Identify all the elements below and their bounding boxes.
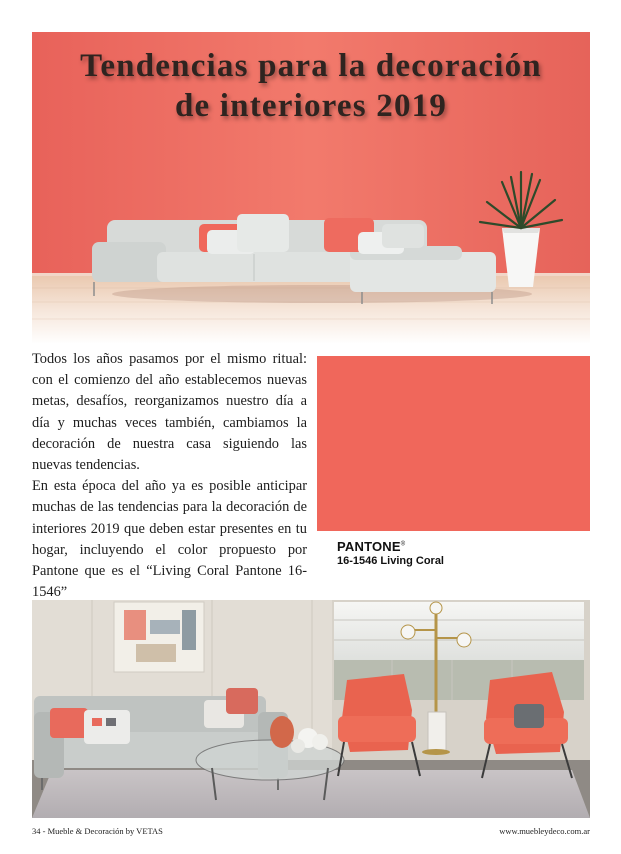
footer-page-info: 34 - Mueble & Decoración by VETAS: [32, 826, 163, 836]
pantone-color-code: 16-1546 Living Coral: [337, 555, 444, 567]
title-line-2: de interiores 2019: [174, 88, 448, 124]
article-paragraph: En esta época del año ya es posible anticipar muchas de las tendencias para la decoración de interiores 2019 que deben estar presentes en tu hogar, incluyendo el color propuesto por Pantone que es el “Living Coral Pantone 16-1546”: [32, 478, 307, 601]
page-title: [32, 46, 590, 126]
living-room-photo: [32, 600, 590, 818]
title-line-1: Tendencias para la decoración: [80, 48, 542, 84]
article-paragraph: Todos los años pasamos por el mismo ritual: con el comienzo del año establecemos nuevas metas, desafíos, reorganizamos nuestro día a día y muchas veces también, cambiamos la decoración de nuestra casa siguiendo las nuevas tendencias.: [32, 351, 307, 474]
coral-armchairs-room-illustration: [32, 600, 590, 818]
footer-website: www.muebleydeco.com.ar: [499, 826, 590, 836]
article-body: [32, 349, 307, 603]
pantone-color-swatch: [317, 356, 590, 531]
pantone-brand-text: PANTONE: [337, 539, 401, 554]
pantone-brand-label: [337, 539, 405, 554]
hero-image: [32, 32, 590, 344]
registered-mark: ®: [400, 541, 406, 548]
